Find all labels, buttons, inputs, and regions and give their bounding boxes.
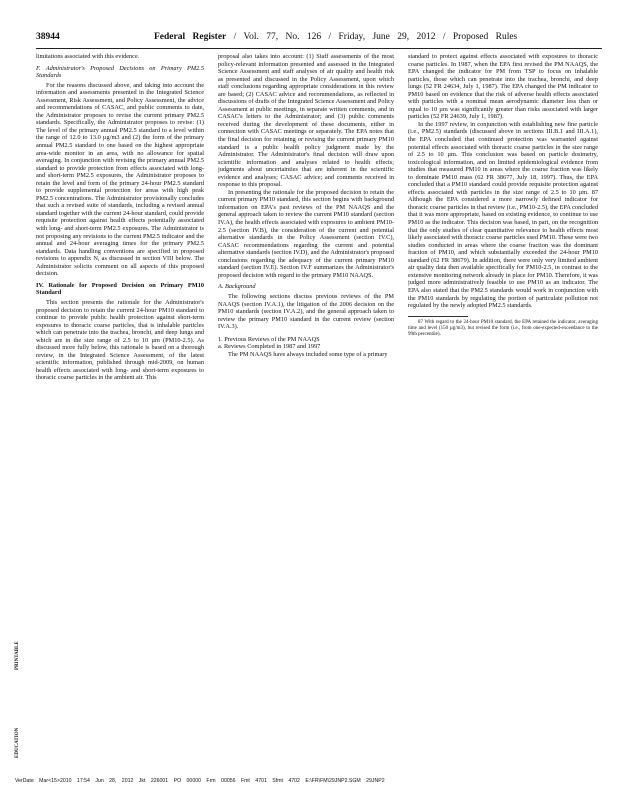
text-column-3 <box>408 53 598 769</box>
text-column-2 <box>218 53 394 769</box>
paragraph: limitations associated with this evidence. <box>36 53 140 60</box>
side-label-bottom: EDUCATION <box>15 727 20 758</box>
running-title <box>154 32 517 42</box>
paragraph: 1. Previous Reviews of the PM NAAQS <box>218 335 320 343</box>
header-rule <box>36 48 602 49</box>
paragraph: The PM NAAQS have always included some type of a primary <box>228 350 388 358</box>
paragraph: a. Reviews Completed in 1987 and 1997 <box>218 343 321 351</box>
journal-name: Federal Register <box>154 32 227 42</box>
page-header <box>36 30 602 46</box>
text-column-1 <box>36 53 204 769</box>
paragraph: In the 1997 review, in conjunction with establishing new fine particle (i.e., PM2.5) standards (discussed above in sections III.B.1 and III.A.1), the EPA concluded that continued protection was warranted against potential effects associated with thoracic coarse particles in the size range of 2.5 to 10 µm. This conclusion was based on particle dosimetry, toxicological information, and on limited epidemiological evidence from studies that measured PM10 in areas where the coarse fraction was likely to dominate PM10 mass (62 FR 38677, July 18, 1997). Thus, the EPA concluded that a PM10 standard could provide requisite protection against effects associated with particles in the size range of 2.5 to 10 µm. 87 Although the EPA considered a more narrowly defined indicator for thoracic coarse particles in that review (i.e., PM10-2.5), the EPA concluded that it was more appropriate, based on existing evidence, to continue to use PM10 as the indicator. This decision was based, in part, on the recognition that the only studies of clear quantitative relevance to health effects most likely associated with thoracic coarse particles used PM10. These were two studies conducted in areas where the coarse fraction was the dominant fraction of PM10, and which substantially exceeded the 24-hour PM10 standard (62 FR 38679). In addition, there were only very limited ambient air quality data then available specifically for PM10-2.5, in contrast to the extensive monitoring network already in place for PM10. Therefore, it was judged more administratively feasible to use PM10 as an indicator. The EPA also stated that the PM2.5 standards would work in conjunction with the PM10 standards by regulating the portion of particulate pollution not regulated by the newly adopted PM2.5 standards. <box>408 120 598 310</box>
paragraph: The following sections discuss previous reviews of the PM NAAQS (section IV.A.1), the litigation of the 2006 decision on the PM10 standards (section IV.A.2), and the general approach taken to review the primary PM10 standard in the current review (section IV.A.3). <box>218 292 394 331</box>
paragraph: proposal also takes into account: (1) Staff assessments of the most policy-relevant information presented and assessed in the Integrated Science Assessment and staff analyses of air quality and health risk as presented and discussed in the Policy Assessment, upon which staff conclusions regarding appropriate considerations in this review are based; (2) CASAC advice and recommendations, as reflected in discussions of drafts of the Integrated Science Assessment and Policy Assessment at public meetings, in separate written comments, and in CASAC's letters to the Administrator; and (3) public comments received during the development of these documents, either in connection with CASAC meetings or separately. The EPA notes that the final decision for retaining or revising the current primary PM10 standard is a public health policy judgment made by the Administrator. The Administrator's final decision will draw upon scientific information and analyses related to health effects; judgments about uncertainties that are inherent in the scientific evidence and analyses; CASAC advice; and comments received in response to this proposal. <box>218 53 394 189</box>
page-footer: VerDate Mar<15>2010 17:54 Jun 28, 2012 Jkt 226001 PO 00000 Frm 00056 Fmt 4701 Sfmt 4702 E:\FR\FM\29JNP2.SGM 29JNP2 <box>15 778 385 784</box>
paragraph: For the reasons discussed above, and taking into account the information and assessments presented in the Integrated Science Assessment, Risk Assessment, and Policy Assessment, the advice and recommendations of CASAC, and public comments to date, the Administrator proposes to revise the current primary PM2.5 standards. Specifically, the Administrator proposes to revise: (1) The level of the primary annual PM2.5 standard to a level within the range of 12.0 to 13.0 µg/m3 and (2) the form of the primary annual PM2.5 standard to one based on the highest appropriate area-wide monitor in an area, with no allowance for spatial averaging. In conjunction with revising the primary annual PM2.5 standard to provide protection from effects associated with long- and short-term PM2.5 exposures, the Administrator proposes to retain the level and form of the primary 24-hour PM2.5 standard to provide supplemental protection for areas with high peak PM2.5 concentrations. The Administrator provisionally concludes that such a revised suite of standards, including a revised annual standard together with the current 24-hour standard, could provide requisite protection against health effects potentially associated with long- and short-term PM2.5 exposures. The Administrator is not proposing any revisions to the current PM2.5 indicator and the annual and 24-hour averaging times for the primary PM2.5 standards. Data handling conventions are specified in proposed revisions to appendix N, as discussed in section VIII below. The Administrator solicits comment on all aspects of this proposed decision. <box>36 81 204 278</box>
volume-info: / Vol. 77, No. 126 / Friday, June 29, 2012 / Proposed Rules <box>233 32 518 42</box>
footnote: 87 With regard to the 24-hour PM10 standard, the EPA retained the indicator, averaging time and level (150 µg/m3), but revised the form (i.e., from one-expected-exceedance to the 99th percentile). <box>408 319 598 337</box>
footnote-rule <box>408 316 468 317</box>
paragraph: standard to protect against effects associated with exposures to thoracic coarse particles. In 1987, when the EPA first revised the PM NAAQS, the EPA changed the indicator for PM from TSP to focus on inhalable particles, those which can penetrate into the trachea, bronchi, and deep lungs (52 FR 24634, July 1, 1987). The EPA changed the PM indicator to PM10 based on evidence that the risk of adverse health effects associated with particles with a nominal mean aerodynamic diameter less than or equal to 10 µm was significantly greater than risks associated with larger particles (52 FR 24639, July 1, 1987). <box>408 53 598 121</box>
paragraph: This section presents the rationale for the Administrator's proposed decision to retain the current 24-hour PM10 standard to continue to provide public health protection against short-term exposures to thoracic coarse particles, that is inhalable particles which can penetrate into the trachea, bronchi, and deep lungs and which are in the size range of 2.5 to 10 µm (PM10-2.5). As discussed more fully below, this rationale is based on a thorough review, in the Integrated Science Assessment, of the latest scientific information, published through mid-2009, on human health effects associated with long- and short-term exposures to thoracic coarse particles in the ambient air. This <box>36 298 204 382</box>
section-heading: IV. Rationale for Proposed Decision on Primary PM10 Standard <box>36 281 204 297</box>
side-label-top: PRINTABLE <box>15 641 20 670</box>
page-number: 38944 <box>36 32 60 42</box>
paragraph: In presenting the rationale for the proposed decision to retain the current primary PM10 standard, this section begins with background information on EPA's past reviews of the PM NAAQS and the general approach taken to review the current PM10 standard (section IV.A), the health effects associated with exposures to ambient PM10-2.5 (section IV.B), the consideration of the current and potential alternative standards in the Policy Assessment (section IV.C), CASAC recommendations regarding the current and potential alternative standards (section IV.D), and the Administrator's proposed conclusions regarding the adequacy of the current primary PM10 standard (section IV.E). Section IV.F summarizes the Administrator's proposed decision with regard to the primary PM10 NAAQS. <box>218 188 394 279</box>
section-heading: F. Administrator's Proposed Decisions on Primary PM2.5 Standards <box>36 64 204 80</box>
section-heading: A. Background <box>218 283 256 291</box>
